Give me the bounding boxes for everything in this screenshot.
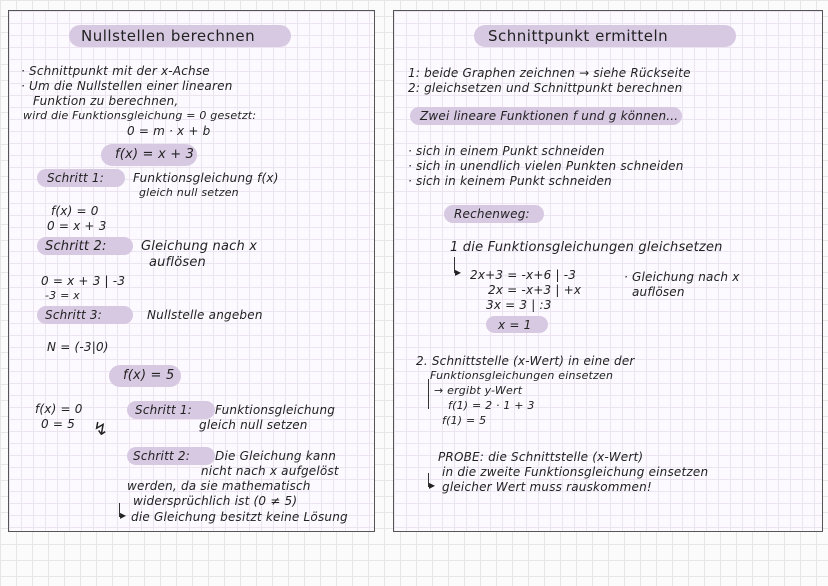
step-text: gleich null setzen: [199, 418, 308, 432]
arrow-icon: ▸: [429, 478, 436, 492]
arrow-sub: f(1) = 2 · 1 + 3: [448, 399, 535, 412]
intro-line: wird die Funktionsgleichung = 0 gesetzt:: [23, 109, 257, 122]
equation: 0 = x + 3: [47, 219, 107, 233]
step-text: werden, da sie mathematisch: [127, 479, 311, 493]
step-text: Gleichung nach x: [141, 239, 258, 254]
arrow-sub: f(1) = 5: [442, 414, 487, 427]
probe-line: gleicher Wert muss rauskommen!: [442, 480, 652, 494]
step-text: nicht nach x aufgelöst: [201, 464, 339, 478]
contradiction-icon: ↯: [93, 419, 109, 440]
step-line: 2: gleichsetzen und Schnittpunkt berechnen: [408, 81, 683, 95]
rechenweg-label: Rechenweg:: [454, 207, 530, 221]
step-text: Nullstelle angeben: [147, 308, 263, 322]
right-note-page: [393, 10, 823, 532]
calc-step: 2. Schnittstelle (x-Wert) in eine der: [416, 354, 635, 368]
step-text: Die Gleichung kann: [215, 449, 337, 463]
probe-line: PROBE: die Schnittstelle (x-Wert): [438, 450, 644, 464]
step-text: Funktionsgleichung: [215, 403, 336, 417]
bullet-line: · sich in keinem Punkt schneiden: [408, 174, 612, 188]
step-text: die Gleichung besitzt keine Lösung: [131, 510, 348, 524]
step-label: Schritt 2:: [133, 449, 190, 463]
arrow-sub: → ergibt y-Wert: [434, 384, 523, 397]
function-label: f(x) = 5: [123, 368, 175, 383]
step-text: Funktionsgleichung f(x): [133, 171, 279, 185]
step-label: Schritt 1:: [47, 171, 104, 185]
calc-line: 2x = -x+3 | +x: [488, 283, 582, 297]
calc-result: x = 1: [498, 318, 532, 332]
equation: f(x) = 0: [51, 204, 99, 218]
equation: f(x) = 0: [35, 402, 83, 416]
left-note-page: [8, 10, 375, 532]
side-note: · Gleichung nach x: [624, 270, 740, 284]
result: N = (-3|0): [47, 340, 109, 354]
subheading: Zwei lineare Funktionen f und g können...: [420, 109, 679, 123]
page-title: Schnittpunkt ermitteln: [488, 27, 669, 45]
arrow-icon: ▸: [120, 508, 127, 522]
page-title: Nullstellen berechnen: [81, 27, 256, 45]
formula: 0 = m · x + b: [127, 124, 211, 138]
calc-step: Funktionsgleichungen einsetzen: [430, 369, 614, 382]
equation: -3 = x: [45, 289, 80, 302]
calc-line: 3x = 3 | :3: [486, 298, 552, 312]
step-text: widersprüchlich ist (0 ≠ 5): [133, 494, 298, 508]
step-label: Schritt 1:: [135, 403, 192, 417]
calc-step: 1 die Funktionsgleichungen gleichsetzen: [450, 240, 723, 255]
side-note: auflösen: [632, 285, 685, 299]
arrow-line: [428, 379, 429, 409]
equation: 0 = x + 3 | -3: [41, 274, 126, 288]
intro-line: Funktion zu berechnen,: [33, 94, 179, 108]
probe-line: in die zweite Funktionsgleichung einsetzen: [442, 465, 709, 479]
step-text: gleich null setzen: [139, 186, 239, 199]
equation: 0 = 5: [41, 417, 75, 431]
function-label: f(x) = x + 3: [115, 147, 195, 162]
step-text: auflösen: [149, 255, 206, 270]
step-label: Schritt 3:: [45, 308, 102, 322]
intro-line: · Schnittpunkt mit der x-Achse: [21, 64, 210, 78]
calc-line: 2x+3 = -x+6 | -3: [470, 268, 577, 282]
step-line: 1: beide Graphen zeichnen → siehe Rückseite: [408, 66, 691, 80]
bullet-line: · sich in unendlich vielen Punkten schneiden: [408, 159, 684, 173]
step-label: Schritt 2:: [45, 239, 107, 254]
intro-line: · Um die Nullstellen einer linearen: [21, 79, 233, 93]
arrow-icon: ▸: [455, 265, 462, 279]
bullet-line: · sich in einem Punkt schneiden: [408, 144, 605, 158]
